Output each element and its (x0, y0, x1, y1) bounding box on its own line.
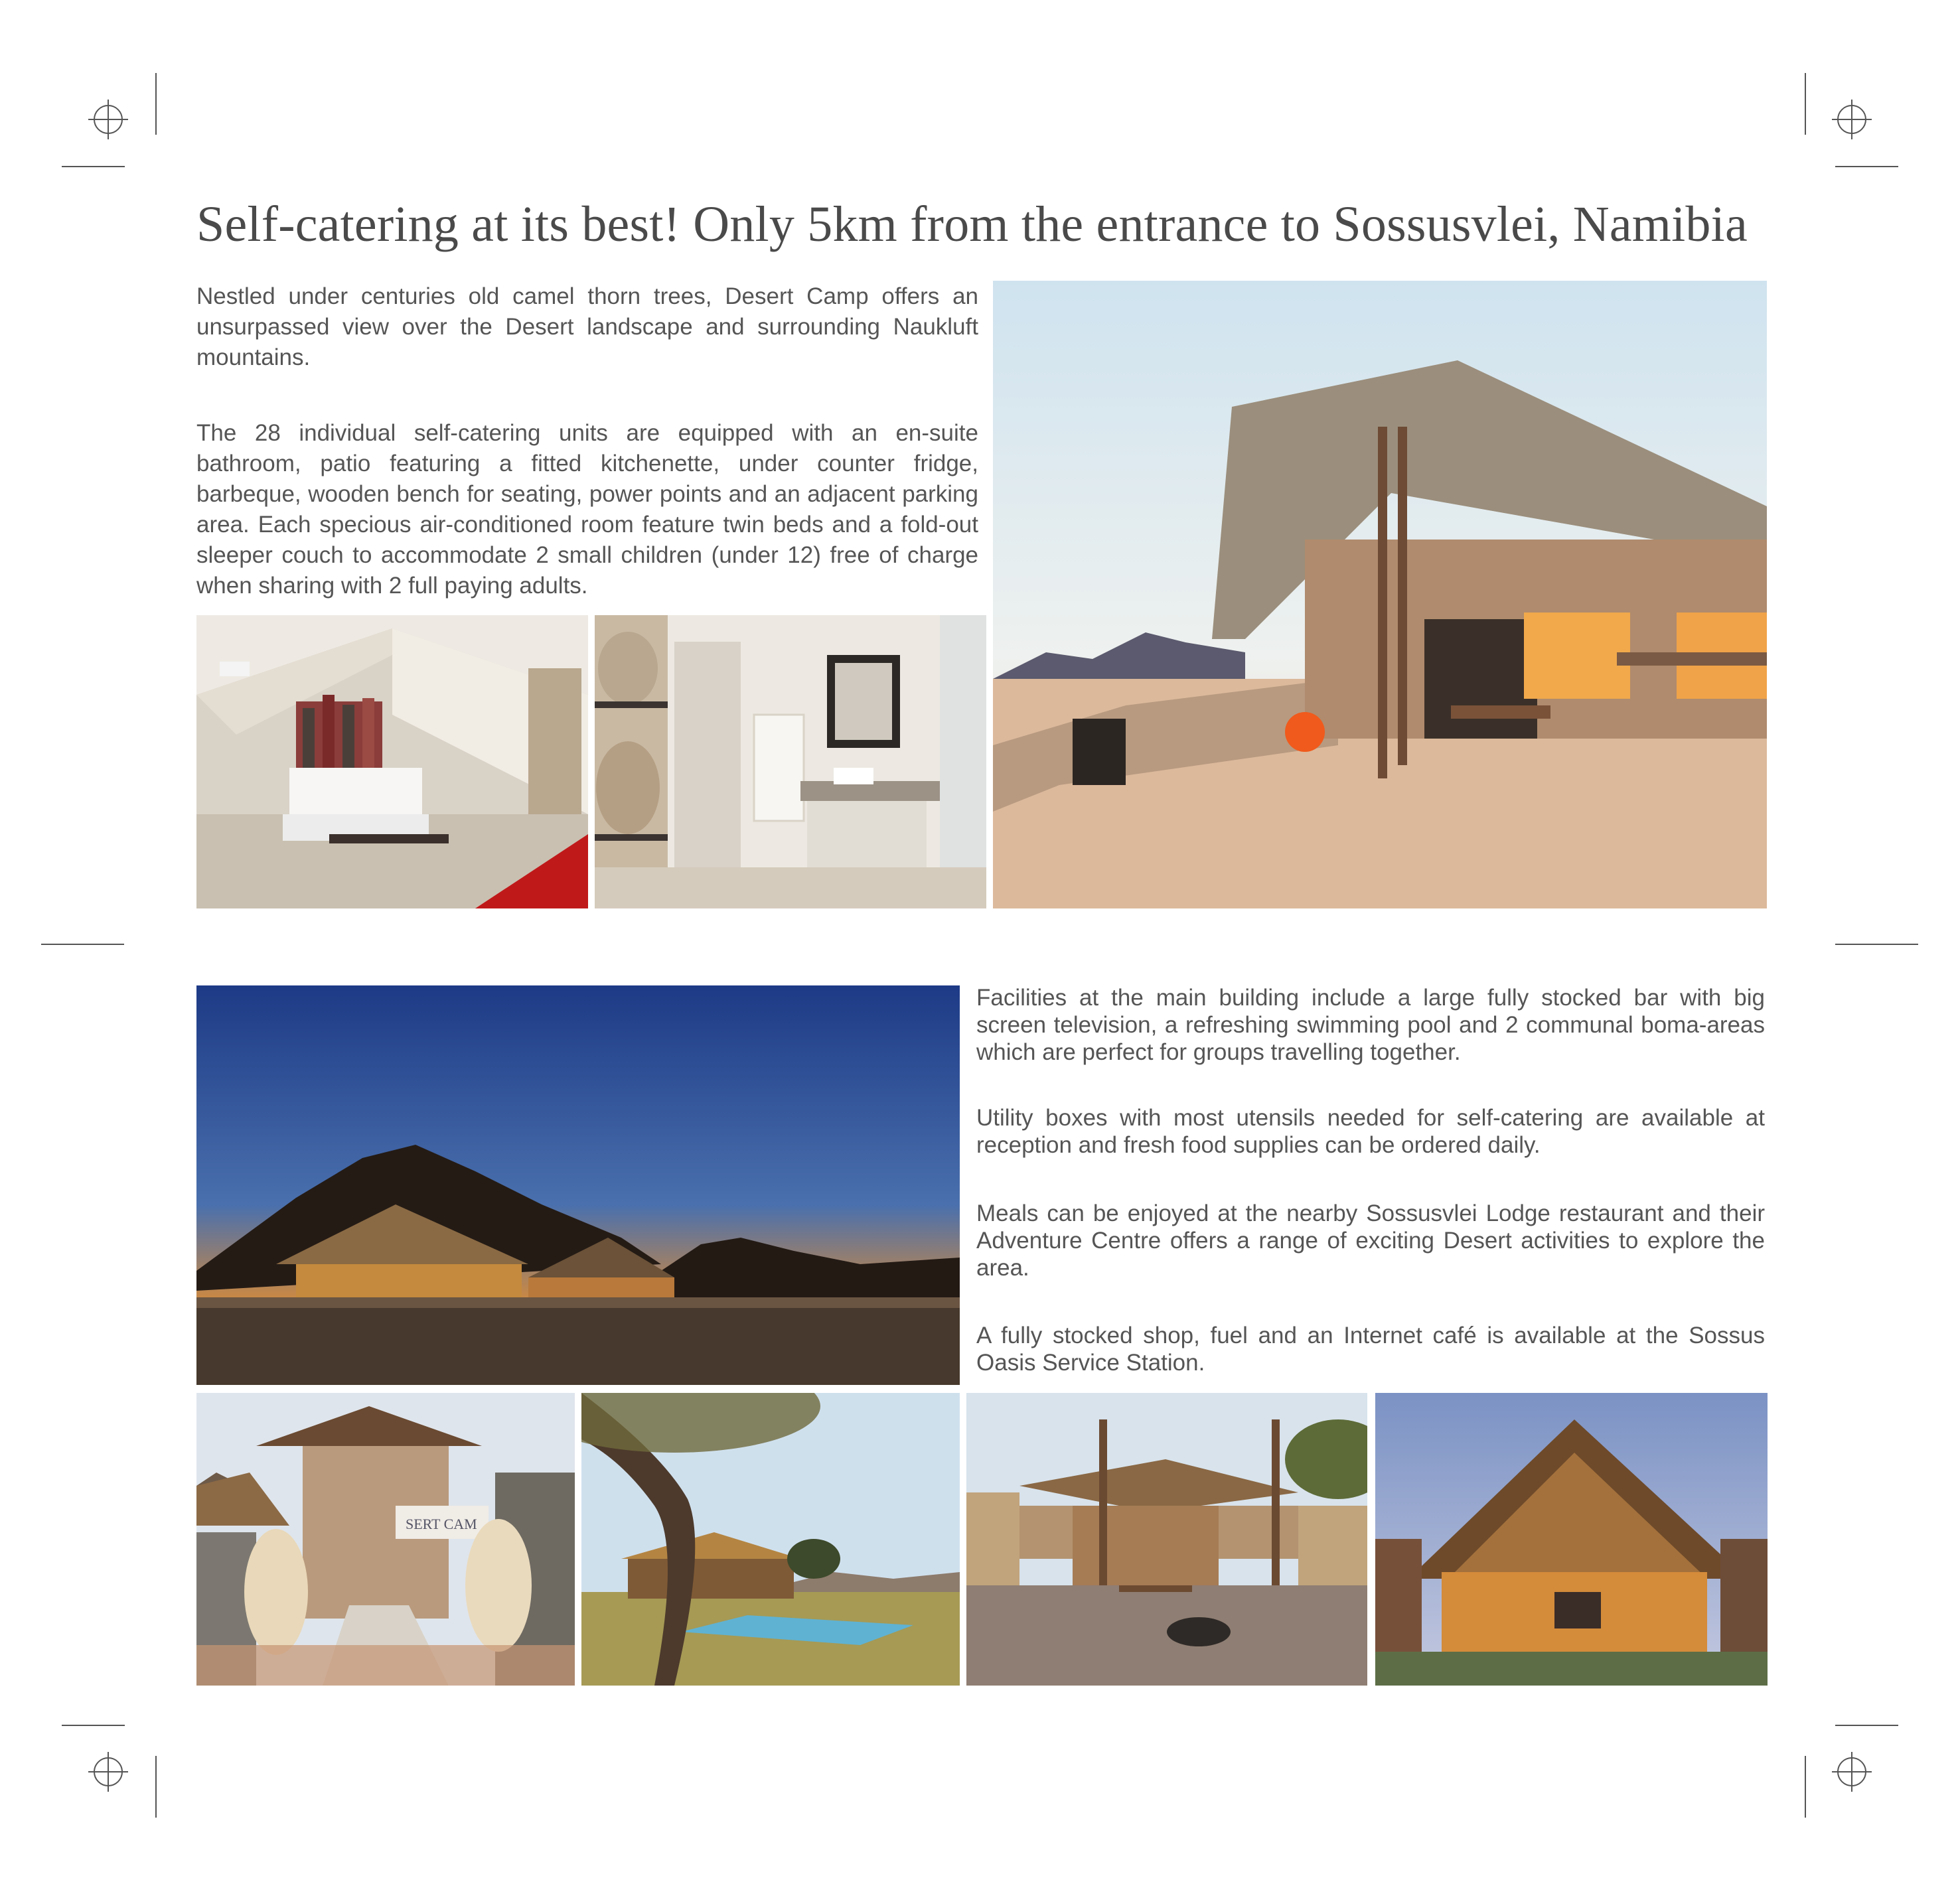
bedroom-photo (196, 615, 588, 908)
crop-mark (1835, 944, 1918, 945)
swimming-pool-photo (581, 1393, 960, 1686)
crop-mark (62, 1725, 125, 1726)
crop-mark (155, 73, 157, 135)
meals-paragraph: Meals can be enjoyed at the nearby Sossusvlei Lodge restaurant and their Adventure Centre offers a range of exciting Desert activities to explore the area. (976, 1200, 1765, 1281)
crop-mark (155, 1756, 157, 1818)
crop-mark (1805, 1756, 1806, 1818)
boma-firepit-photo (966, 1393, 1367, 1686)
thatched-bar-photo (1375, 1393, 1768, 1686)
crop-mark (1835, 1725, 1898, 1726)
crop-mark (62, 166, 125, 167)
registration-target-icon (88, 100, 128, 139)
shop-paragraph: A fully stocked shop, fuel and an Internet café is available at the Sossus Oasis Service Station. (976, 1323, 1765, 1376)
crop-mark (41, 944, 124, 945)
registration-target-icon (1832, 1752, 1872, 1792)
intro-paragraph: Nestled under centuries old camel thorn trees, Desert Camp offers an unsurpassed view over the Desert landscape and surrounding Naukluft mountains. (196, 283, 978, 370)
entrance-photo (196, 1393, 575, 1686)
bathroom-photo (595, 615, 986, 908)
facilities-paragraph: Facilities at the main building include a large fully stocked bar with big screen television, a refreshing swimming pool and 2 communal boma-areas which are perfect for groups travelling together. (976, 985, 1765, 1065)
main-building-dusk-photo (196, 985, 960, 1385)
registration-target-icon (1832, 100, 1872, 139)
registration-target-icon (88, 1752, 128, 1792)
intro-paragraph: The 28 individual self-catering units are equipped with an en-suite bathroom, patio featuring a fitted kitchenette, under counter fridge, barbeque, wooden bench for seating, power points and an adjacent parking area. Each specious air-conditioned room feature twin beds and a fold-out sleeper couch to accommodate 2 small children (under 12) free of charge when sharing with 2 full paying adults. (196, 420, 978, 599)
utility-paragraph: Utility boxes with most utensils needed for self-catering are available at reception and fresh food supplies can be ordered daily. (976, 1105, 1765, 1158)
page-title: Self-catering at its best! Only 5km from the entrance to Sossusvlei, Namibia (196, 196, 1748, 252)
chalet-exterior-photo (993, 281, 1767, 908)
crop-mark (1805, 73, 1806, 135)
crop-mark (1835, 166, 1898, 167)
entrance-sign: SERT CAM (406, 1516, 477, 1532)
